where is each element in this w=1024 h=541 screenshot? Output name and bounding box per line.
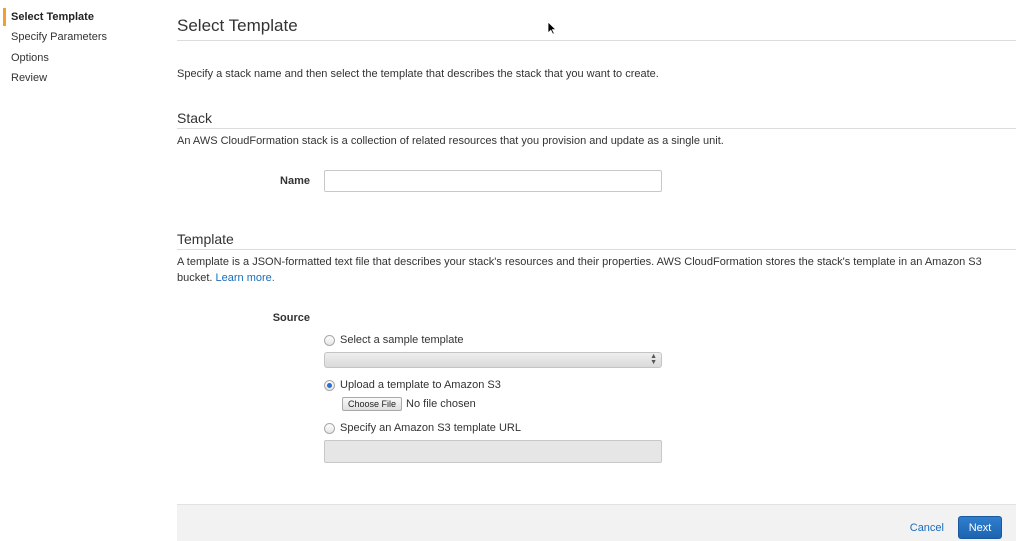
template-divider <box>177 249 1016 250</box>
learn-more-link[interactable]: Learn more. <box>215 272 275 284</box>
stack-description: An AWS CloudFormation stack is a collection of related resources that you provision and update as a single unit. <box>177 135 724 147</box>
s3-url-input[interactable] <box>324 440 662 463</box>
option-s3-url[interactable] <box>324 421 521 435</box>
file-upload-control <box>342 397 476 411</box>
stack-divider <box>177 128 1016 129</box>
choose-file-button[interactable]: Choose File <box>342 397 402 411</box>
stack-name-input[interactable] <box>324 170 662 192</box>
template-description-text: A template is a JSON-formatted text file that describes your stack's resources and their properties. AWS CloudFormation stores the stack's template in an Amazon S3 bucket. <box>177 256 982 284</box>
sample-template-radio[interactable] <box>324 335 335 346</box>
upload-template-radio[interactable] <box>324 380 335 391</box>
next-button[interactable]: Next <box>958 516 1002 539</box>
name-label: Name <box>280 175 310 187</box>
wizard-footer <box>177 504 1016 541</box>
wizard-steps-sidebar <box>0 0 150 541</box>
cancel-button[interactable]: Cancel <box>909 522 944 534</box>
stack-section-title: Stack <box>177 110 213 126</box>
template-section-title: Template <box>177 231 234 247</box>
step-specify-parameters[interactable]: Specify Parameters <box>11 31 107 43</box>
updown-arrows-icon: ▲ ▼ <box>650 353 657 366</box>
intro-text: Specify a stack name and then select the template that describes the stack that you want to create. <box>177 68 659 80</box>
file-status-text: No file chosen <box>406 398 476 410</box>
source-label: Source <box>272 312 310 324</box>
arrow-cursor-icon <box>547 21 557 35</box>
page-title: Select Template <box>177 16 298 35</box>
step-options[interactable]: Options <box>11 52 49 64</box>
step-select-template[interactable]: Select Template <box>3 8 94 26</box>
upload-template-label[interactable]: Upload a template to Amazon S3 <box>340 379 501 391</box>
s3-url-label[interactable]: Specify an Amazon S3 template URL <box>340 422 521 434</box>
sample-template-label[interactable]: Select a sample template <box>340 334 464 346</box>
option-upload-template[interactable] <box>324 378 501 392</box>
sample-template-select[interactable] <box>324 352 662 368</box>
main-content <box>177 0 1016 541</box>
step-review[interactable]: Review <box>11 72 48 84</box>
s3-url-radio[interactable] <box>324 423 335 434</box>
template-description <box>177 254 1016 286</box>
option-sample-template[interactable] <box>324 333 464 347</box>
title-divider <box>177 40 1016 41</box>
